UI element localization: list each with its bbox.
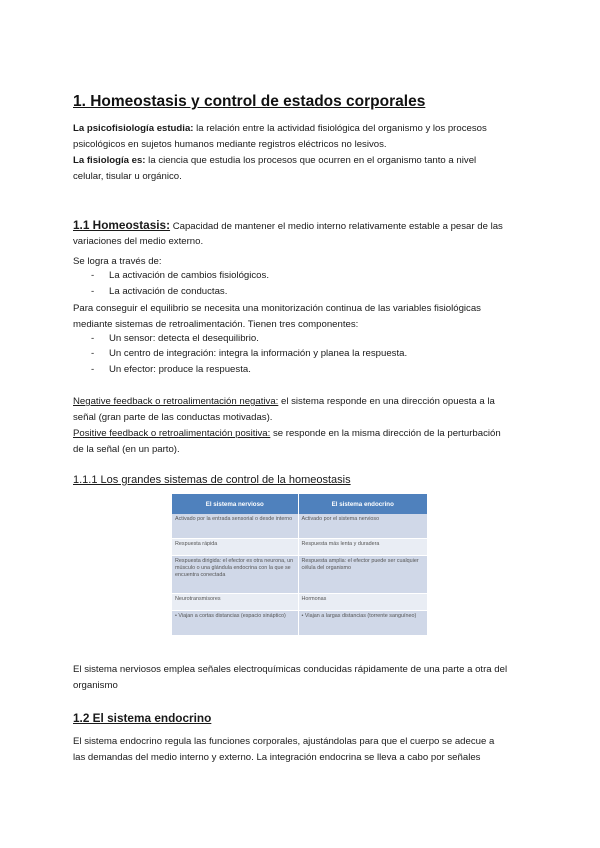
psicofisiologia-label: La psicofisiología estudia: bbox=[73, 123, 194, 134]
list-bullet: - bbox=[91, 270, 95, 281]
negative-feedback-text: el sistema responde en una dirección opuesta a la bbox=[278, 396, 495, 407]
table-cell: Respuesta dirigida: el efector es otra neurona, un músculo o una glándula endocrina con la que se encuentra conectada bbox=[172, 555, 298, 593]
negative-feedback-line-1 bbox=[73, 394, 495, 410]
comparison-table bbox=[172, 494, 427, 636]
section-title: 1. Homeostasis y control de estados corporales bbox=[73, 93, 426, 110]
table-cell: Hormonas bbox=[298, 593, 427, 610]
psicofisiologia-text: la relación entre la actividad fisiológica del organismo y los procesos bbox=[193, 123, 487, 134]
header-nervous-system: El sistema nervioso bbox=[172, 494, 298, 514]
homeostasis-definition: Capacidad de mantener el medio interno relativamente estable a pesar de las bbox=[170, 221, 503, 232]
list-item: Un efector: produce la respuesta. bbox=[109, 364, 251, 375]
psicofisiologia-line-2: psicológicos en sujetos humanos mediante registros eléctricos no lesivos. bbox=[73, 139, 387, 150]
negative-feedback-line-2: señal (gran parte de las conductas motivadas). bbox=[73, 412, 273, 423]
homeostasis-heading: 1.1 Homeostasis: bbox=[73, 218, 171, 232]
psicofisiologia-line-1 bbox=[73, 121, 487, 137]
endocrine-line-2: las demandas del medio interno y externo. La integración endocrina se lleva a cabo por señales bbox=[73, 752, 481, 763]
list-bullet: - bbox=[91, 333, 95, 344]
table-header-row bbox=[172, 494, 427, 514]
table-cell: • Viajan a largas distancias (torrente sanguíneo) bbox=[298, 610, 427, 635]
fisiologia-line-2: celular, tisular u orgánico. bbox=[73, 171, 182, 182]
control-systems-heading: 1.1.1 Los grandes sistemas de control de la homeostasis bbox=[73, 474, 351, 486]
homeostasis-line-1 bbox=[73, 217, 503, 235]
nervous-signal-line-1: El sistema nerviosos emplea señales electroquímicas conducidas rápidamente de una parte a otra del bbox=[73, 664, 508, 675]
se-logra-text: Se logra a través de: bbox=[73, 256, 162, 267]
endocrine-line-1: El sistema endocrino regula las funciones corporales, ajustándolas para que el cuerpo se adecue a bbox=[73, 736, 495, 747]
table-row bbox=[172, 555, 427, 593]
homeostasis-line-2: variaciones del medio externo. bbox=[73, 236, 204, 247]
positive-feedback-text: se responde en la misma dirección de la perturbación bbox=[270, 428, 501, 439]
equilibrio-line-2: mediante sistemas de retroalimentación. Tienen tres componentes: bbox=[73, 319, 359, 330]
list-bullet: - bbox=[91, 348, 95, 359]
table-cell: Respuesta rápida bbox=[172, 538, 298, 555]
positive-feedback-label: Positive feedback o retroalimentación positiva: bbox=[73, 428, 271, 439]
fisiologia-label: La fisiología es: bbox=[73, 155, 146, 166]
fisiologia-line-1 bbox=[73, 153, 476, 169]
positive-feedback-line-1 bbox=[73, 426, 501, 442]
list-item: La activación de cambios fisiológicos. bbox=[109, 270, 269, 281]
fisiologia-text: la ciencia que estudia los procesos que ocurren en el organismo tanto a nivel bbox=[145, 155, 477, 166]
table-cell: Respuesta amplia: el efector puede ser cualquier célula del organismo bbox=[298, 555, 427, 593]
list-bullet: - bbox=[91, 364, 95, 375]
nervous-signal-line-2: organismo bbox=[73, 680, 118, 691]
list-item: Un centro de integración: integra la información y planea la respuesta. bbox=[109, 348, 408, 359]
negative-feedback-label: Negative feedback o retroalimentación negativa: bbox=[73, 396, 279, 407]
list-item: La activación de conductas. bbox=[109, 286, 228, 297]
table-cell: Respuesta más lenta y duradera bbox=[298, 538, 427, 555]
table-cell: Neurotransmisores bbox=[172, 593, 298, 610]
endocrine-heading: 1.2 El sistema endocrino bbox=[73, 711, 212, 725]
header-endocrine-system: El sistema endocrino bbox=[298, 494, 427, 514]
table-cell: • Viajan a cortas distancias (espacio sináptico) bbox=[172, 610, 298, 635]
list-bullet: - bbox=[91, 286, 95, 297]
table-row bbox=[172, 514, 427, 538]
positive-feedback-line-2: de la señal (en un parto). bbox=[73, 444, 180, 455]
equilibrio-line-1: Para conseguir el equilibrio se necesita una monitorización continua de las variables fisiológicas bbox=[73, 303, 481, 314]
table-cell: Activado por el sistema nervioso bbox=[298, 514, 427, 538]
table-row bbox=[172, 610, 427, 635]
table-cell: Activado por la entrada sensorial o desde interno bbox=[172, 514, 298, 538]
table-row bbox=[172, 593, 427, 610]
list-item: Un sensor: detecta el desequilibrio. bbox=[109, 333, 259, 344]
table-row bbox=[172, 538, 427, 555]
